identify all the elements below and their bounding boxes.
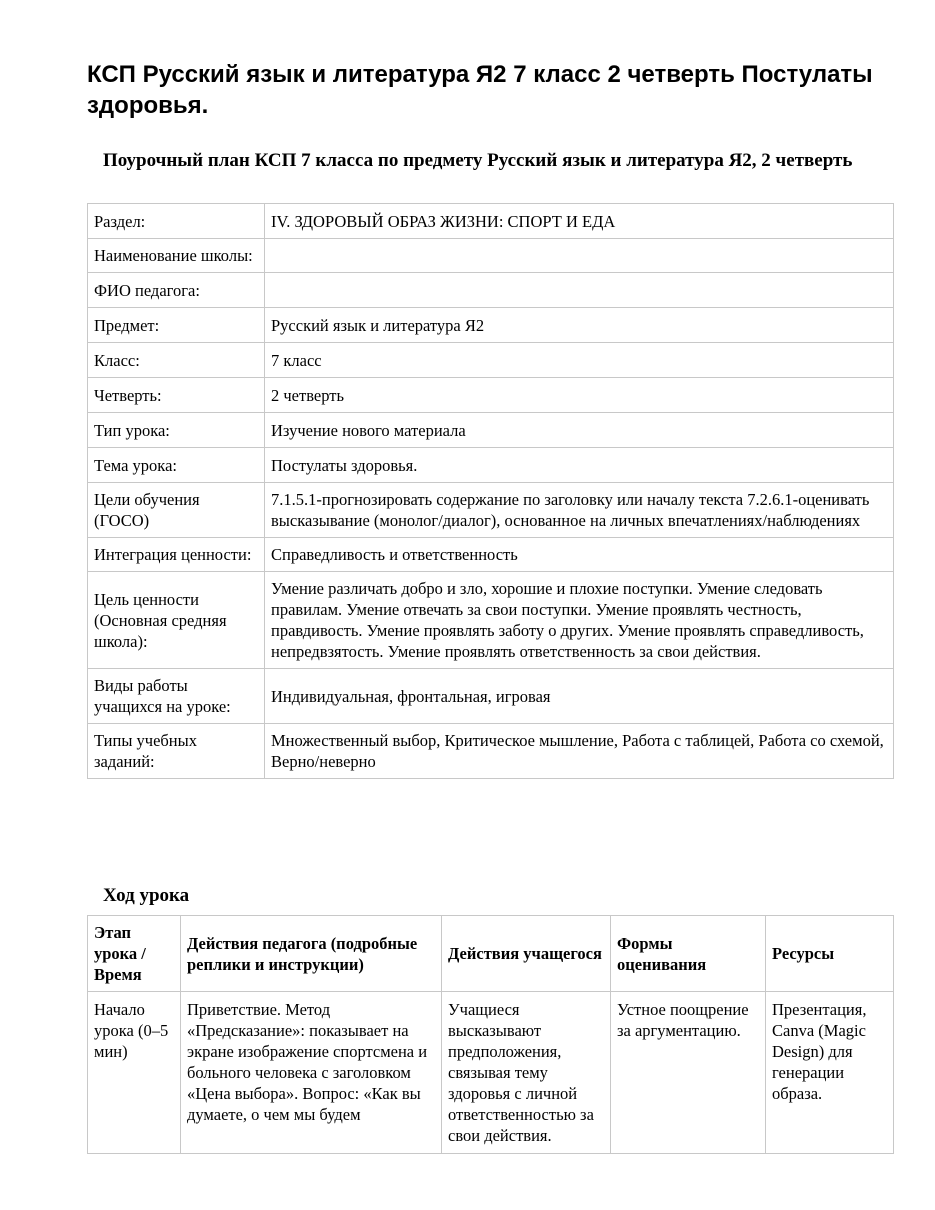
table-row	[88, 572, 894, 669]
info-value-subject: Русский язык и литература Я2	[265, 308, 894, 343]
table-row	[88, 273, 894, 308]
table-header-row	[88, 916, 894, 992]
table-row	[88, 992, 894, 1154]
table-row	[88, 343, 894, 378]
info-label-task-types: Типы учебных заданий:	[88, 724, 265, 779]
column-header-assessment: Формы оценивания	[611, 916, 766, 992]
info-value-topic: Постулаты здоровья.	[265, 448, 894, 483]
cell-resources-text: Презентация, Canva (Magic Design) для генерации образа.	[772, 1000, 867, 1103]
info-value-school	[265, 239, 894, 273]
table-row	[88, 413, 894, 448]
table-row	[88, 308, 894, 343]
column-header-stage: Этап урока / Время	[88, 916, 181, 992]
info-value-value-goal: Умение различать добро и зло, хорошие и плохие поступки. Умение следовать правилам. Умение отвечать за свои поступки. Умение проявлять честность, правдивость. Умение проявлять заботу о других. Умение проявлять справедливость, непредвзятость. Умение проявлять ответственность за свои действия.	[265, 572, 894, 669]
info-label-quarter: Четверть:	[88, 378, 265, 413]
info-label-school: Наименование школы:	[88, 239, 265, 273]
info-label-lesson-type: Тип урока:	[88, 413, 265, 448]
info-value-work-types: Индивидуальная, фронтальная, игровая	[265, 669, 894, 724]
cell-stage-text: Начало урока (0–5 мин)	[94, 1000, 169, 1061]
info-label-section: Раздел:	[88, 204, 265, 239]
lesson-progress-heading: Ход урока	[103, 885, 190, 906]
table-row	[88, 483, 894, 538]
cell-teacher-actions-text: Приветствие. Метод «Предсказание»: показывает на экране изображение спортсмена и больного человека с заголовком «Цена выбора». Вопрос: «Как вы думаете, о чем мы будем	[187, 1000, 428, 1124]
cell-student-actions	[442, 992, 611, 1154]
table-row	[88, 669, 894, 724]
lesson-steps-table	[87, 915, 894, 1154]
info-value-lesson-type: Изучение нового материала	[265, 413, 894, 448]
page-title: КСП Русский язык и литература Я2 7 класс 2 четверть Постулаты здоровья.	[87, 61, 873, 119]
info-value-quarter: 2 четверть	[265, 378, 894, 413]
lesson-info-table	[87, 203, 894, 779]
info-value-teacher	[265, 273, 894, 308]
info-label-subject: Предмет:	[88, 308, 265, 343]
table-row	[88, 378, 894, 413]
info-label-topic: Тема урока:	[88, 448, 265, 483]
table-row	[88, 448, 894, 483]
column-header-student-actions: Действия учащегося	[442, 916, 611, 992]
info-label-learning-goals: Цели обучения (ГОСО)	[88, 483, 265, 538]
info-value-grade: 7 класс	[265, 343, 894, 378]
info-value-task-types: Множественный выбор, Критическое мышление, Работа с таблицей, Работа со схемой, Верно/неверно	[265, 724, 894, 779]
column-header-resources: Ресурсы	[766, 916, 894, 992]
info-label-value-goal: Цель ценности (Основная средняя школа):	[88, 572, 265, 669]
info-value-learning-goals: 7.1.5.1-прогнозировать содержание по заголовку или началу текста 7.2.6.1-оценивать высказывание (монолог/диалог), основанное на личных впечатлениях/наблюдениях	[265, 483, 894, 538]
cell-teacher-actions	[181, 992, 442, 1154]
info-label-teacher: ФИО педагога:	[88, 273, 265, 308]
cell-resources	[766, 992, 894, 1154]
info-label-grade: Класс:	[88, 343, 265, 378]
cell-assessment-text: Устное поощрение за аргументацию.	[617, 1000, 749, 1040]
plan-heading: Поурочный план КСП 7 класса по предмету Русский язык и литература Я2, 2 четверть	[103, 150, 853, 171]
table-row	[88, 538, 894, 572]
info-value-value-integration: Справедливость и ответственность	[265, 538, 894, 572]
column-header-teacher-actions: Действия педагога (подробные реплики и инструкции)	[181, 916, 442, 992]
cell-student-actions-text: Учащиеся высказывают предположения, связывая тему здоровья с личной ответственностью за свои действия.	[448, 1000, 594, 1145]
info-label-work-types: Виды работы учащихся на уроке:	[88, 669, 265, 724]
info-value-section: IV. ЗДОРОВЫЙ ОБРАЗ ЖИЗНИ: СПОРТ И ЕДА	[265, 204, 894, 239]
table-row	[88, 724, 894, 779]
table-row	[88, 239, 894, 273]
table-row	[88, 204, 894, 239]
info-label-value-integration: Интеграция ценности:	[88, 538, 265, 572]
cell-stage	[88, 992, 181, 1154]
cell-assessment	[611, 992, 766, 1154]
